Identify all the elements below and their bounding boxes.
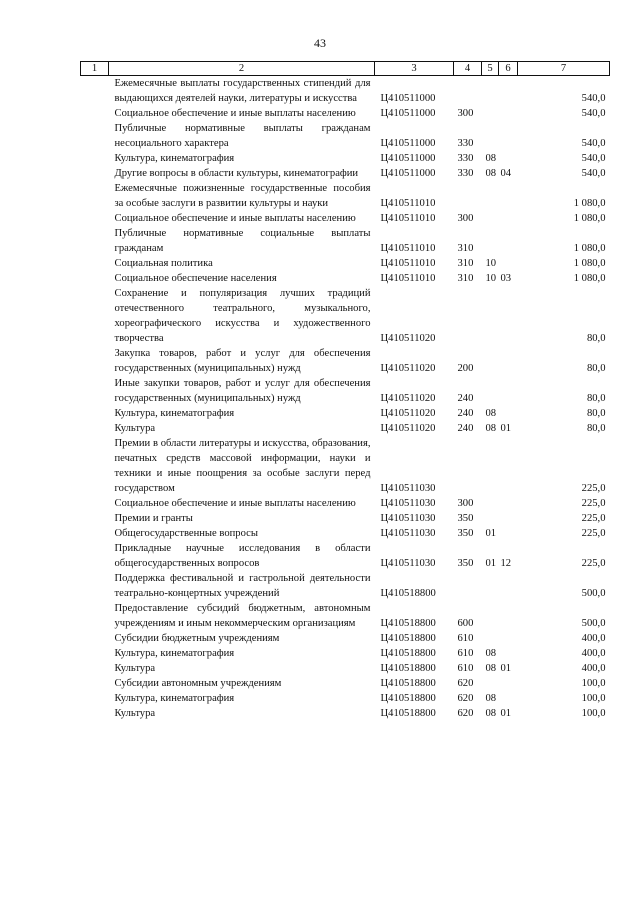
cell-subsection <box>499 286 518 346</box>
cell-subsection <box>499 631 518 646</box>
table-row <box>81 226 610 256</box>
cell-name: Ежемесячные выплаты государственных стипендий для выдающихся деятелей науки, литературы и искусства <box>114 78 371 104</box>
cell-section: 01 <box>485 558 497 569</box>
cell-name: Публичные нормативные выплаты гражданам несоциального характера <box>114 123 371 149</box>
cell-amount: 1 080,0 <box>573 198 606 209</box>
table-row <box>81 286 610 346</box>
cell-number <box>81 571 109 601</box>
cell-expense-type: 300 <box>457 498 474 509</box>
table-row <box>81 511 610 526</box>
cell-expense-type: 350 <box>457 513 474 524</box>
table-row <box>81 541 610 571</box>
cell-number <box>81 271 109 286</box>
cell-amount: 500,0 <box>581 618 606 629</box>
cell-section <box>482 346 499 376</box>
cell-number <box>81 151 109 166</box>
cell-subsection <box>499 601 518 631</box>
cell-target-code: Ц410511000 <box>380 93 436 104</box>
cell-section <box>482 226 499 256</box>
cell-target-code: Ц410511020 <box>380 393 436 404</box>
cell-amount: 500,0 <box>581 588 606 599</box>
cell-subsection <box>499 346 518 376</box>
cell-target-code: Ц410511010 <box>380 258 436 269</box>
cell-number <box>81 76 109 107</box>
cell-section: 08 <box>485 423 497 434</box>
cell-amount: 100,0 <box>581 708 606 719</box>
cell-name: Культура <box>114 663 156 674</box>
cell-subsection <box>499 676 518 691</box>
budget-table <box>80 61 610 721</box>
cell-section <box>482 211 499 226</box>
cell-expense-type: 300 <box>457 108 474 119</box>
header-col-6: 6 <box>499 62 518 76</box>
header-row <box>81 62 610 76</box>
cell-name: Культура, кинематография <box>114 153 235 164</box>
cell-number <box>81 601 109 631</box>
cell-name: Предоставление субсидий бюджетным, автономным учреждениям и иным некоммерческим организациям <box>114 603 371 629</box>
cell-target-code: Ц410518800 <box>380 693 436 704</box>
cell-name: Субсидии бюджетным учреждениям <box>114 633 280 644</box>
cell-section <box>482 571 499 601</box>
header-col-2: 2 <box>109 62 375 76</box>
table-row <box>81 181 610 211</box>
cell-amount: 80,0 <box>586 333 606 344</box>
cell-section <box>482 496 499 511</box>
cell-target-code: Ц410511010 <box>380 213 436 224</box>
cell-target-code: Ц410518800 <box>380 618 436 629</box>
cell-subsection <box>499 526 518 541</box>
cell-expense-type: 350 <box>457 528 474 539</box>
cell-subsection <box>499 211 518 226</box>
header-col-7: 7 <box>518 62 610 76</box>
table-row <box>81 496 610 511</box>
cell-expense-type: 610 <box>457 633 474 644</box>
cell-expense-type: 310 <box>457 273 474 284</box>
table-row <box>81 76 610 107</box>
cell-target-code: Ц410511030 <box>380 498 436 509</box>
cell-amount: 80,0 <box>586 363 606 374</box>
cell-amount: 100,0 <box>581 693 606 704</box>
cell-name: Культура, кинематография <box>114 693 235 704</box>
cell-subsection <box>499 121 518 151</box>
cell-target-code: Ц410511010 <box>380 243 436 254</box>
cell-expense-type <box>454 286 482 346</box>
cell-section <box>482 436 499 496</box>
cell-section <box>482 376 499 406</box>
cell-subsection <box>499 646 518 661</box>
budget-table-container <box>80 61 609 721</box>
cell-subsection <box>499 256 518 271</box>
cell-expense-type: 240 <box>457 423 474 434</box>
cell-subsection <box>499 496 518 511</box>
table-header <box>81 62 610 76</box>
cell-number <box>81 346 109 376</box>
cell-section: 01 <box>485 528 497 539</box>
cell-section: 08 <box>485 408 497 419</box>
cell-amount: 225,0 <box>581 528 606 539</box>
cell-number <box>81 181 109 211</box>
table-row <box>81 346 610 376</box>
cell-subsection <box>499 436 518 496</box>
cell-name: Общегосударственные вопросы <box>114 528 258 539</box>
cell-number <box>81 436 109 496</box>
cell-target-code: Ц410518800 <box>380 633 436 644</box>
cell-section <box>482 631 499 646</box>
cell-name: Сохранение и популяризация лучших традиций отечественного театрального, музыкального, хореографического искусства и художественного творчества <box>114 288 371 344</box>
cell-section <box>482 181 499 211</box>
cell-number <box>81 661 109 676</box>
cell-expense-type: 200 <box>457 363 474 374</box>
cell-expense-type: 610 <box>457 663 474 674</box>
cell-name: Культура, кинематография <box>114 408 235 419</box>
cell-subsection <box>499 406 518 421</box>
cell-target-code: Ц410518800 <box>380 648 436 659</box>
table-row <box>81 706 610 721</box>
cell-target-code: Ц410518800 <box>380 588 436 599</box>
table-row <box>81 421 610 436</box>
cell-number <box>81 496 109 511</box>
cell-name: Закупка товаров, работ и услуг для обеспечения государственных (муниципальных) нужд <box>114 348 371 374</box>
cell-amount: 540,0 <box>581 153 606 164</box>
cell-amount: 100,0 <box>581 678 606 689</box>
table-row <box>81 271 610 286</box>
cell-subsection: 03 <box>500 273 512 284</box>
cell-expense-type: 330 <box>457 138 474 149</box>
table-row <box>81 601 610 631</box>
cell-subsection <box>499 181 518 211</box>
cell-expense-type: 330 <box>457 153 474 164</box>
cell-target-code: Ц410511020 <box>380 363 436 374</box>
cell-section: 08 <box>485 153 497 164</box>
cell-name: Социальная политика <box>114 258 213 269</box>
cell-subsection: 01 <box>500 663 512 674</box>
cell-number <box>81 376 109 406</box>
cell-target-code: Ц410511000 <box>380 153 436 164</box>
cell-expense-type: 310 <box>457 258 474 269</box>
cell-target-code: Ц410511030 <box>380 513 436 524</box>
cell-subsection <box>499 691 518 706</box>
cell-target-code: Ц410511020 <box>380 423 436 434</box>
table-row <box>81 166 610 181</box>
header-col-4: 4 <box>454 62 482 76</box>
table-row <box>81 256 610 271</box>
cell-amount: 400,0 <box>581 633 606 644</box>
cell-target-code: Ц410511000 <box>380 138 436 149</box>
cell-target-code: Ц410511000 <box>380 108 436 119</box>
table-row <box>81 376 610 406</box>
page-number: 43 <box>314 36 326 50</box>
table-row <box>81 571 610 601</box>
cell-amount: 1 080,0 <box>573 243 606 254</box>
cell-name: Социальное обеспечение населения <box>114 273 277 284</box>
cell-name: Прикладные научные исследования в области общегосударственных вопросов <box>114 543 371 569</box>
cell-section <box>482 76 499 107</box>
cell-subsection: 04 <box>500 168 512 179</box>
cell-expense-type <box>454 436 482 496</box>
table-row <box>81 661 610 676</box>
cell-name: Иные закупки товаров, работ и услуг для обеспечения государственных (муниципальных) нужд <box>114 378 371 404</box>
cell-section <box>482 106 499 121</box>
cell-expense-type: 350 <box>457 558 474 569</box>
cell-number <box>81 286 109 346</box>
cell-expense-type <box>454 76 482 107</box>
cell-expense-type: 620 <box>457 708 474 719</box>
cell-expense-type: 240 <box>457 393 474 404</box>
cell-number <box>81 106 109 121</box>
cell-expense-type: 600 <box>457 618 474 629</box>
cell-target-code: Ц410518800 <box>380 663 436 674</box>
cell-subsection <box>499 511 518 526</box>
cell-subsection: 01 <box>500 423 512 434</box>
cell-section: 08 <box>485 648 497 659</box>
cell-name: Социальное обеспечение и иные выплаты населению <box>114 108 356 119</box>
cell-section <box>482 676 499 691</box>
cell-amount: 540,0 <box>581 93 606 104</box>
cell-section: 08 <box>485 663 497 674</box>
cell-amount: 1 080,0 <box>573 273 606 284</box>
cell-name: Социальное обеспечение и иные выплаты населению <box>114 498 356 509</box>
cell-amount: 225,0 <box>581 558 606 569</box>
table-row <box>81 121 610 151</box>
cell-subsection <box>499 106 518 121</box>
cell-amount: 80,0 <box>586 408 606 419</box>
cell-amount: 1 080,0 <box>573 258 606 269</box>
cell-number <box>81 706 109 721</box>
cell-amount: 1 080,0 <box>573 213 606 224</box>
cell-section: 08 <box>485 168 497 179</box>
cell-target-code: Ц410511030 <box>380 558 436 569</box>
cell-name: Ежемесячные пожизненные государственные пособия за особые заслуги в развитии культуры и науки <box>114 183 371 209</box>
cell-number <box>81 526 109 541</box>
cell-target-code: Ц410511030 <box>380 483 436 494</box>
cell-amount: 225,0 <box>581 513 606 524</box>
cell-target-code: Ц410511020 <box>380 408 436 419</box>
table-row <box>81 406 610 421</box>
header-col-3: 3 <box>375 62 454 76</box>
cell-expense-type: 310 <box>457 243 474 254</box>
header-col-1: 1 <box>81 62 109 76</box>
cell-target-code: Ц410518800 <box>380 708 436 719</box>
cell-subsection: 12 <box>500 558 512 569</box>
cell-amount: 225,0 <box>581 483 606 494</box>
cell-amount: 80,0 <box>586 393 606 404</box>
cell-expense-type <box>454 571 482 601</box>
cell-number <box>81 631 109 646</box>
cell-section: 10 <box>485 273 497 284</box>
cell-number <box>81 511 109 526</box>
cell-expense-type: 240 <box>457 408 474 419</box>
table-row <box>81 631 610 646</box>
header-col-5: 5 <box>482 62 499 76</box>
cell-number <box>81 121 109 151</box>
table-row <box>81 691 610 706</box>
cell-expense-type: 610 <box>457 648 474 659</box>
cell-target-code: Ц410511010 <box>380 273 436 284</box>
cell-name: Социальное обеспечение и иные выплаты населению <box>114 213 356 224</box>
cell-target-code: Ц410511020 <box>380 333 436 344</box>
cell-number <box>81 166 109 181</box>
cell-number <box>81 676 109 691</box>
cell-subsection: 01 <box>500 708 512 719</box>
table-row <box>81 106 610 121</box>
cell-section: 10 <box>485 258 497 269</box>
cell-amount: 400,0 <box>581 648 606 659</box>
cell-number <box>81 691 109 706</box>
cell-number <box>81 421 109 436</box>
cell-expense-type <box>454 181 482 211</box>
cell-subsection <box>499 226 518 256</box>
table-row <box>81 526 610 541</box>
cell-subsection <box>499 76 518 107</box>
table-row <box>81 151 610 166</box>
cell-number <box>81 646 109 661</box>
cell-name: Поддержка фестивальной и гастрольной деятельности театрально-концертных учреждений <box>114 573 371 599</box>
cell-number <box>81 256 109 271</box>
cell-name: Премии в области литературы и искусства, образования, печатных средств массовой информации, науки и техники и иные поощрения за особые заслуги перед государством <box>114 438 371 494</box>
cell-name: Публичные нормативные социальные выплаты гражданам <box>114 228 371 254</box>
cell-expense-type: 300 <box>457 213 474 224</box>
cell-section <box>482 286 499 346</box>
cell-number <box>81 541 109 571</box>
cell-number <box>81 226 109 256</box>
table-body <box>81 76 610 722</box>
cell-name: Культура <box>114 708 156 719</box>
cell-name: Культура <box>114 423 156 434</box>
cell-number <box>81 406 109 421</box>
cell-section <box>482 601 499 631</box>
cell-section: 08 <box>485 708 497 719</box>
cell-amount: 225,0 <box>581 498 606 509</box>
cell-name: Культура, кинематография <box>114 648 235 659</box>
cell-section <box>482 511 499 526</box>
cell-amount: 400,0 <box>581 663 606 674</box>
cell-name: Премии и гранты <box>114 513 193 524</box>
cell-name: Другие вопросы в области культуры, кинематографии <box>114 168 359 179</box>
cell-subsection <box>499 151 518 166</box>
cell-target-code: Ц410511000 <box>380 168 436 179</box>
cell-amount: 540,0 <box>581 168 606 179</box>
cell-expense-type: 330 <box>457 168 474 179</box>
table-row <box>81 211 610 226</box>
cell-expense-type: 620 <box>457 678 474 689</box>
table-row <box>81 436 610 496</box>
cell-section: 08 <box>485 693 497 704</box>
cell-target-code: Ц410511030 <box>380 528 436 539</box>
cell-section <box>482 121 499 151</box>
table-row <box>81 646 610 661</box>
cell-subsection <box>499 571 518 601</box>
cell-subsection <box>499 376 518 406</box>
cell-number <box>81 211 109 226</box>
table-row <box>81 676 610 691</box>
cell-target-code: Ц410511010 <box>380 198 436 209</box>
cell-amount: 80,0 <box>586 423 606 434</box>
cell-target-code: Ц410518800 <box>380 678 436 689</box>
cell-amount: 540,0 <box>581 108 606 119</box>
cell-amount: 540,0 <box>581 138 606 149</box>
cell-expense-type: 620 <box>457 693 474 704</box>
cell-name: Субсидии автономным учреждениям <box>114 678 282 689</box>
